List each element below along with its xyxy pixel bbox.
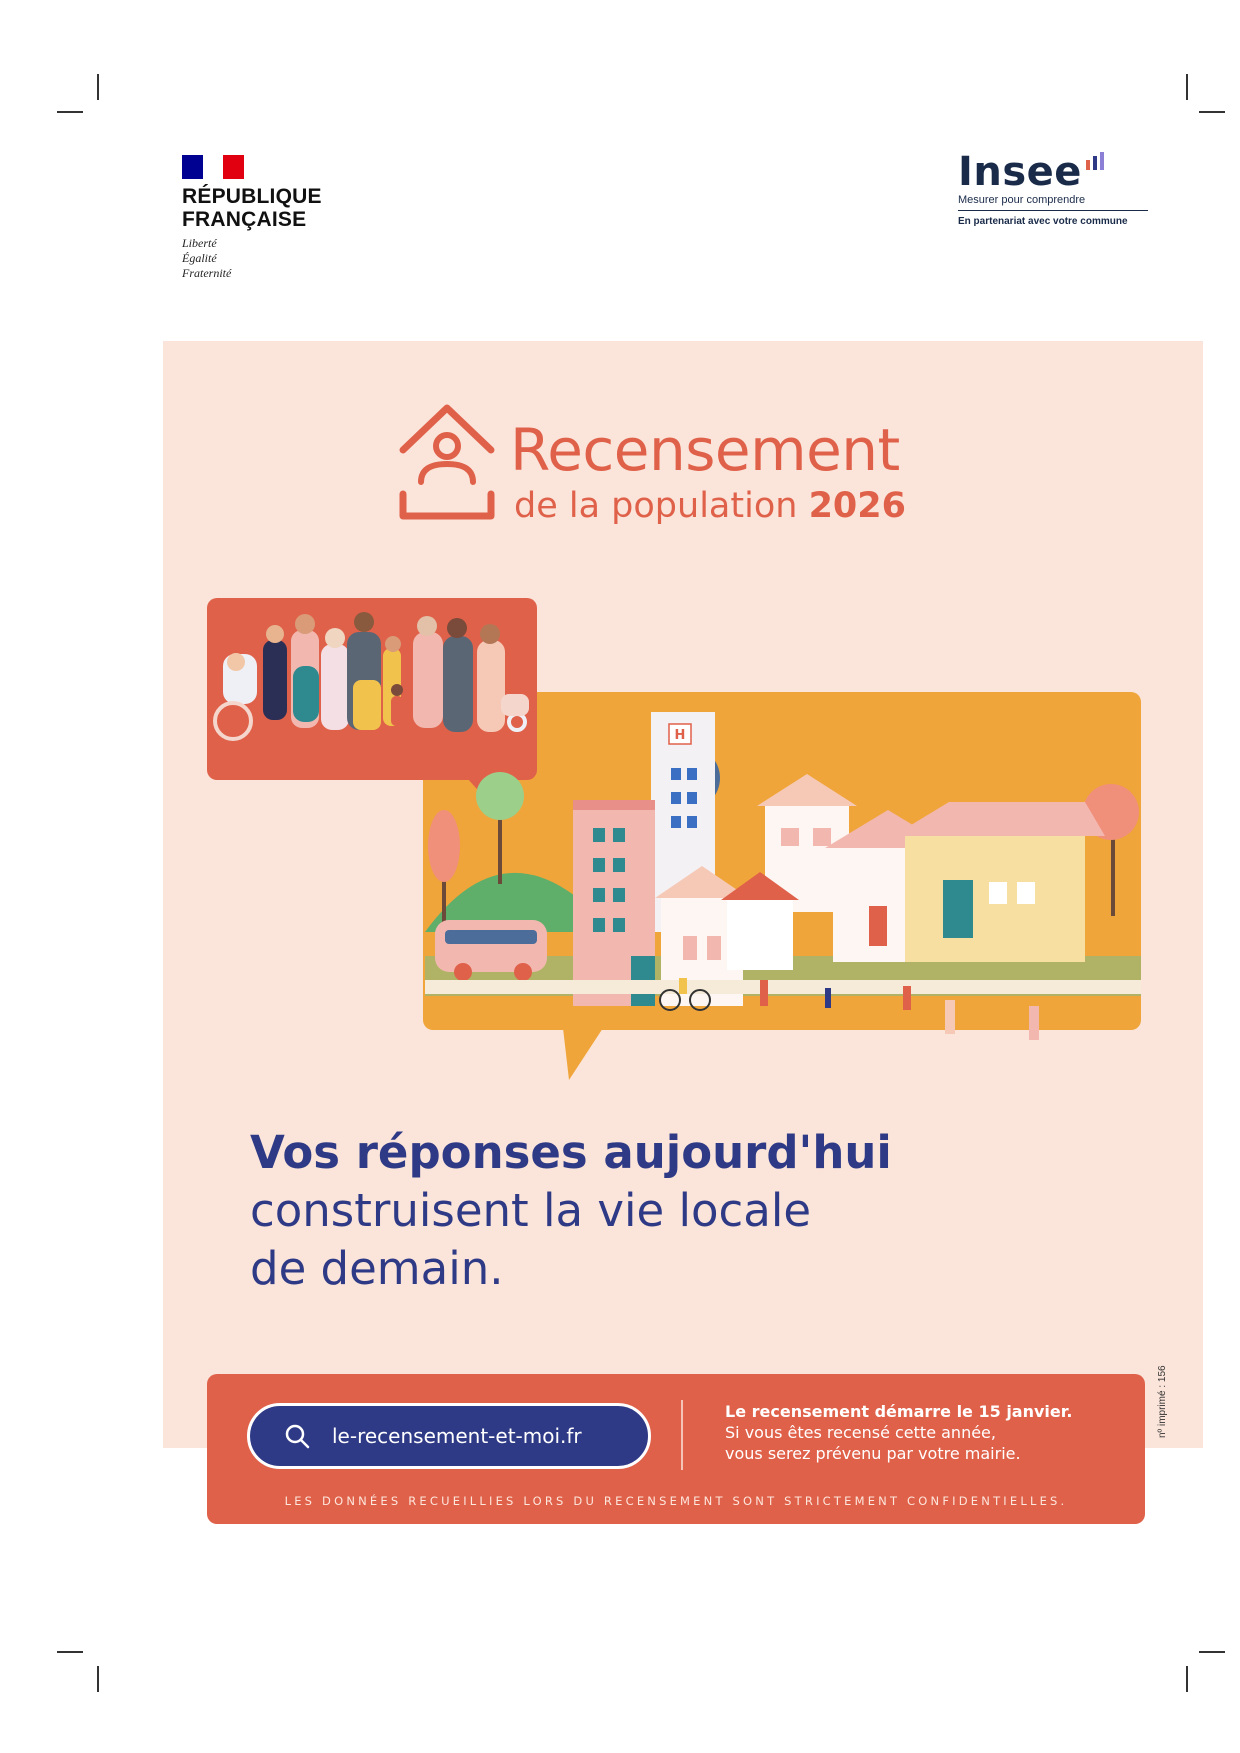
motto-egalite: Égalité [182, 251, 217, 265]
crop-mark [57, 111, 83, 113]
headline-line-2: construisent la vie locale [250, 1184, 812, 1237]
crop-mark [1199, 111, 1225, 113]
crop-mark [1186, 1666, 1188, 1692]
census-info-line-3: vous serez prévenu par votre mairie. [725, 1444, 1021, 1463]
bar-divider [681, 1400, 683, 1470]
pink-tower [573, 800, 655, 1006]
insee-logo [958, 149, 1150, 227]
house-person-icon [397, 398, 497, 524]
brand-subtitle-prefix: de la population [514, 486, 798, 526]
insee-bars-icon [1086, 152, 1104, 170]
bus [435, 920, 547, 981]
crop-mark [57, 1651, 83, 1653]
bottom-info-bar [207, 1374, 1145, 1524]
census-info [725, 1401, 1072, 1464]
insee-name: Insee [958, 149, 1082, 195]
search-icon [284, 1423, 310, 1449]
website-link[interactable] [247, 1403, 651, 1469]
motto-liberte: Liberté [182, 236, 217, 250]
brand-title: Recensement [510, 416, 900, 484]
crop-mark [97, 74, 99, 100]
headline-line-3: de demain. [250, 1242, 504, 1295]
french-flag-icon [182, 155, 244, 179]
republique-title [182, 185, 362, 231]
headline-strong: Vos réponses aujourd'hui [250, 1126, 892, 1179]
census-start-date: Le recensement démarre le 15 janvier. [725, 1402, 1073, 1421]
brand-subtitle [514, 486, 906, 526]
town-illustration [205, 596, 1145, 1114]
brand-year: 2026 [808, 486, 906, 526]
republique-motto [182, 236, 362, 281]
hospital-sign: H [674, 728, 686, 743]
census-info-line-2: Si vous êtes recensé cette année, [725, 1423, 996, 1442]
crop-mark [97, 1666, 99, 1692]
republique-line-2: FRANÇAISE [182, 208, 307, 231]
headline [250, 1124, 892, 1298]
website-url: le-recensement-et-moi.fr [332, 1424, 582, 1448]
motto-fraternite: Fraternité [182, 266, 232, 280]
insee-tagline: Mesurer pour comprendre [958, 194, 1148, 211]
crop-mark [1199, 1651, 1225, 1653]
print-code: nº imprimé : 156 [1157, 1365, 1168, 1438]
republique-francaise-logo [182, 155, 362, 281]
republique-line-1: RÉPUBLIQUE [182, 185, 322, 208]
insee-partnership: En partenariat avec votre commune [958, 216, 1128, 227]
confidentiality-notice: LES DONNÉES RECUEILLIES LORS DU RECENSEMENT SONT STRICTEMENT CONFIDENTIELLES. [284, 1494, 1068, 1508]
crop-mark [1186, 74, 1188, 100]
